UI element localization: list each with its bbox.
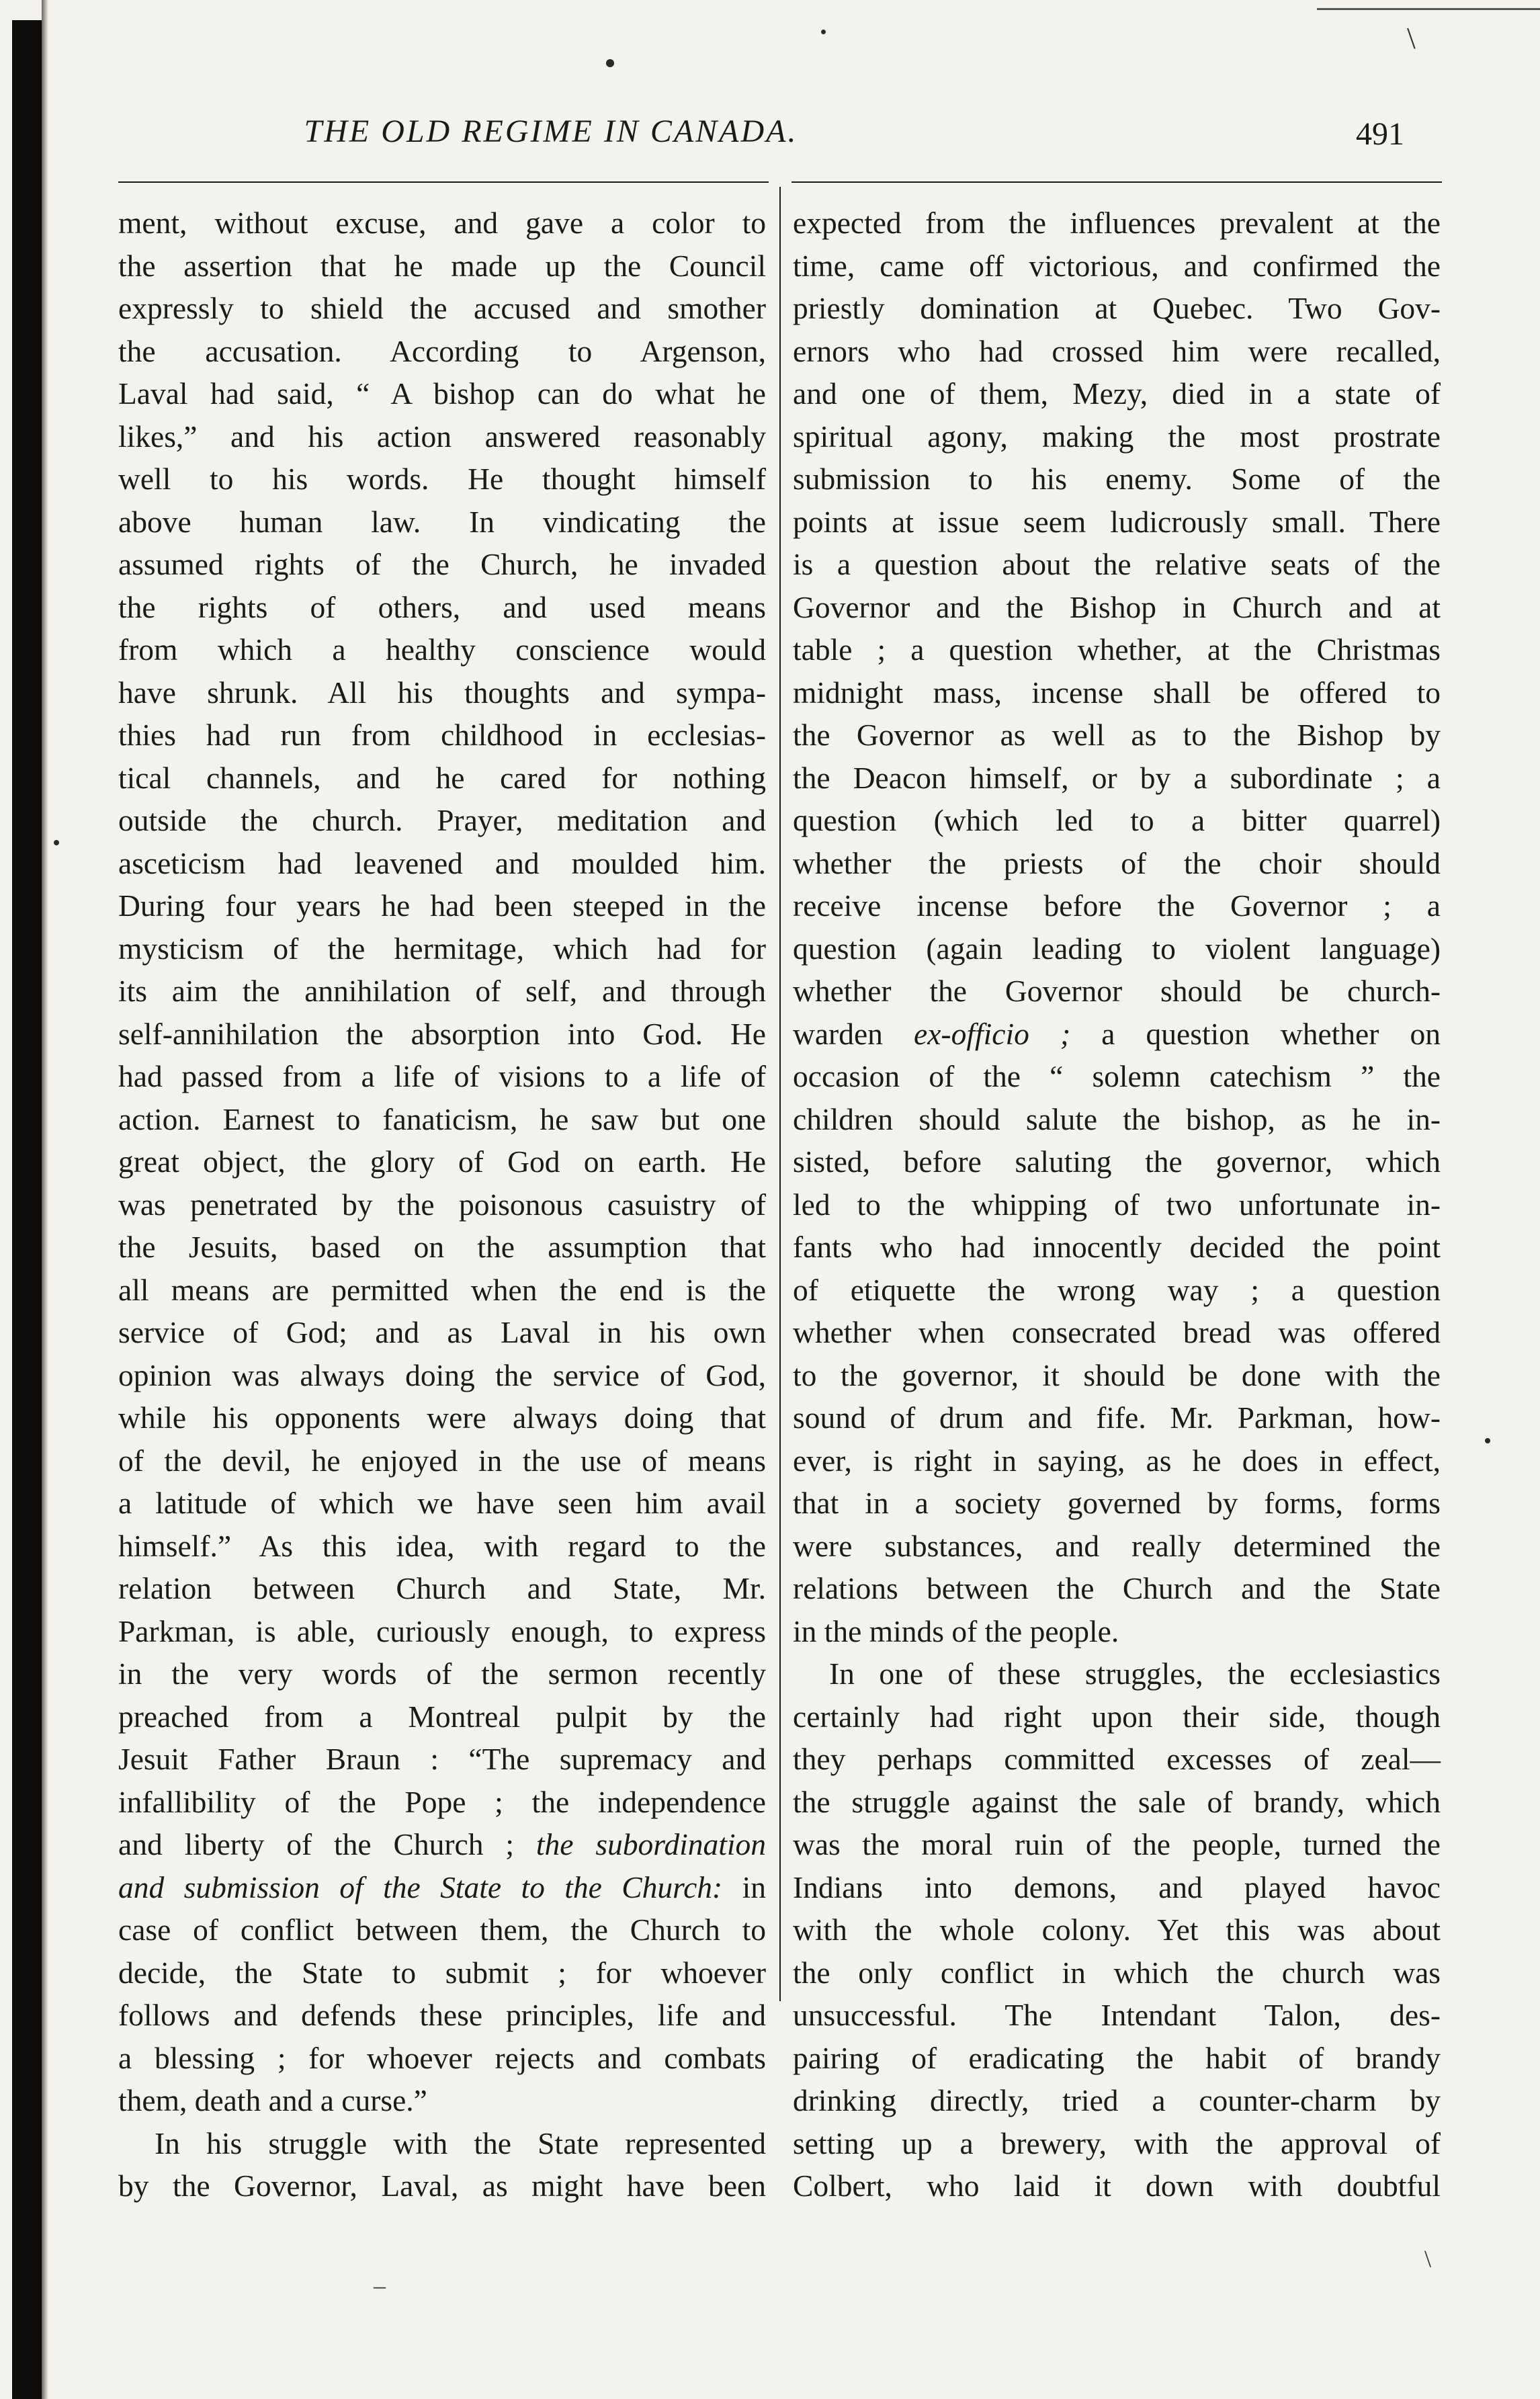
binding-edge-gradient [42,0,48,2399]
scan-speck [821,30,826,34]
text-line: asceticism had leavened and moulded him. [118,845,766,880]
text-line: decide, the State to submit ; for whoever [118,1955,766,1990]
text-line: midnight mass, incense shall be offered to [793,675,1441,710]
scan-tick-mark: \ [1407,21,1416,55]
text-line: tical channels, and he cared for nothing [118,760,766,795]
text-line: the accusation. According to Argenson, [118,333,766,368]
text-line: setting up a brewery, with the approval of [793,2126,1441,2160]
text-fragment: in [742,1869,766,1904]
text-line: whether the Governor should be church- [793,974,1441,1008]
text-line: sound of drum and fife. Mr. Parkman, how- [793,1400,1441,1435]
italic-fragment: ex-officio ; [914,1016,1071,1051]
header-rule-right [792,181,1442,183]
text-line: receive incense before the Governor ; a [793,888,1441,923]
text-line: himself.” As this idea, with regard to the [118,1528,766,1563]
text-line: question (which led to a bitter quarrel) [793,803,1441,837]
text-line: sisted, before saluting the governor, which [793,1144,1441,1179]
text-line-mixed [118,1823,766,1866]
text-line: while his opponents were always doing that [118,1400,766,1435]
text-line: well to his words. He thought himself [118,462,766,496]
text-line: outside the church. Prayer, meditation and [118,803,766,837]
text-line: preached from a Montreal pulpit by the [118,1699,766,1734]
text-line: the struggle against the sale of brandy, which [793,1784,1441,1819]
text-line: the assertion that he made up the Council [118,248,766,283]
text-line: a latitude of which we have seen him avail [118,1486,766,1520]
italic-fragment: the subordination [536,1827,766,1861]
scan-speck [1485,1438,1490,1443]
text-line: were substances, and really determined the [793,1528,1441,1563]
text-line: follows and defends these principles, life and [118,1998,766,2032]
text-line: a blessing ; for whoever rejects and combats [118,2040,766,2075]
text-line: was penetrated by the poisonous casuistry of [118,1187,766,1222]
header-rule-left [118,181,769,183]
text-line: Indians into demons, and played havoc [793,1869,1441,1904]
text-line: drinking directly, tried a counter-charm by [793,2083,1441,2117]
text-line: of the devil, he enjoyed in the use of means [118,1443,766,1478]
scan-tick-mark: \ [1424,2245,1432,2272]
text-line: children should salute the bishop, as he in- [793,1101,1441,1136]
text-line: infallibility of the Pope ; the independence [118,1784,766,1819]
text-line: Governor and the Bishop in Church and at [793,589,1441,624]
text-line: great object, the glory of God on earth. He [118,1144,766,1179]
text-fragment: warden [793,1016,883,1051]
text-line: above human law. In vindicating the [118,504,766,539]
text-line: Colbert, who laid it down with doubtful [793,2169,1441,2203]
text-line: opinion was always doing the service of God, [118,1357,766,1392]
text-line: the Jesuits, based on the assumption that [118,1230,766,1264]
text-fragment: a question whether on [1101,1016,1441,1051]
text-line: all means are permitted when the end is the [118,1272,766,1307]
scan-dash-mark: – [374,2272,386,2299]
text-line-mixed [118,1866,766,1909]
book-binding-shadow [12,20,42,2399]
text-line: unsuccessful. The Intendant Talon, des- [793,1998,1441,2032]
text-line: question (again leading to violent language) [793,931,1441,966]
text-line: thies had run from childhood in ecclesias- [118,718,766,752]
text-line: self-annihilation the absorption into God. He [118,1016,766,1051]
text-line: occasion of the “ solemn catechism ” the [793,1059,1441,1093]
text-line: In his struggle with the State represented [155,2126,766,2160]
text-line: the rights of others, and used means [118,589,766,624]
text-line: submission to his enemy. Some of the [793,462,1441,496]
text-line: Laval had said, “ A bishop can do what he [118,376,766,411]
left-text-column [118,202,766,2207]
text-line: priestly domination at Quebec. Two Gov- [793,291,1441,325]
text-line: service of God; and as Laval in his own [118,1315,766,1349]
text-line: table ; a question whether, at the Christmas [793,632,1441,667]
text-line: expected from the influences prevalent at the [793,206,1441,240]
italic-fragment: and submission of the State to the Church: [118,1869,723,1904]
text-line: action. Earnest to fanaticism, he saw but one [118,1101,766,1136]
text-line: whether the priests of the choir should [793,845,1441,880]
text-line: them, death and a curse.” [118,2083,427,2117]
text-line: expressly to shield the accused and smother [118,291,766,325]
text-line: During four years he had been steeped in the [118,888,766,923]
text-line: Jesuit Father Braun : “The supremacy and [118,1742,766,1776]
page-number: 491 [1356,116,1404,152]
running-title: THE OLD REGIME IN CANADA. [304,114,798,149]
text-line: ernors who had crossed him were recalled, [793,333,1441,368]
text-line: whether when consecrated bread was offered [793,1315,1441,1349]
text-line: and one of them, Mezy, died in a state of [793,376,1441,411]
text-line: in the very words of the sermon recently [118,1656,766,1691]
text-line: ever, is right in saying, as he does in effect, [793,1443,1441,1478]
column-divider [779,187,781,2001]
text-line: from which a healthy conscience would [118,632,766,667]
text-line: to the governor, it should be done with the [793,1357,1441,1392]
text-line-mixed [793,1013,1441,1056]
text-line: in the minds of the people. [793,1613,1119,1648]
text-line: relations between the Church and the State [793,1571,1441,1605]
text-line: assumed rights of the Church, he invaded [118,547,766,581]
scan-speck [606,59,614,67]
text-line: with the whole colony. Yet this was about [793,1912,1441,1947]
text-line: In one of these struggles, the ecclesiastics [829,1656,1441,1691]
text-line: pairing of eradicating the habit of brandy [793,2040,1441,2075]
text-line: certainly had right upon their side, though [793,1699,1441,1734]
text-line: that in a society governed by forms, forms [793,1486,1441,1520]
text-line: likes,” and his action answered reasonably [118,419,766,454]
text-line: ment, without excuse, and gave a color to [118,206,766,240]
scan-speck [54,840,59,845]
top-corner-rule [1317,8,1540,10]
text-line: relation between Church and State, Mr. [118,1571,766,1605]
text-line: is a question about the relative seats of the [793,547,1441,581]
text-line: time, came off victorious, and confirmed the [793,248,1441,283]
text-line: spiritual agony, making the most prostrate [793,419,1441,454]
text-line: had passed from a life of visions to a life of [118,1059,766,1093]
text-line: of etiquette the wrong way ; a question [793,1272,1441,1307]
text-line: points at issue seem ludicrously small. There [793,504,1441,539]
text-line: the Governor as well as to the Bishop by [793,718,1441,752]
text-line: fants who had innocently decided the point [793,1230,1441,1264]
right-text-column [793,202,1441,2207]
text-fragment: and liberty of the Church ; [118,1827,514,1861]
text-line: Parkman, is able, curiously enough, to express [118,1613,766,1648]
text-line: have shrunk. All his thoughts and sympa- [118,675,766,710]
text-line: the only conflict in which the church was [793,1955,1441,1990]
text-line: mysticism of the hermitage, which had for [118,931,766,966]
text-line: case of conflict between them, the Church to [118,1912,766,1947]
text-line: they perhaps committed excesses of zeal— [793,1742,1441,1776]
text-line: its aim the annihilation of self, and through [118,974,766,1008]
text-line: was the moral ruin of the people, turned the [793,1827,1441,1861]
text-line: by the Governor, Laval, as might have been [118,2169,766,2203]
text-line: led to the whipping of two unfortunate in- [793,1187,1441,1222]
text-line: the Deacon himself, or by a subordinate ; a [793,760,1441,795]
